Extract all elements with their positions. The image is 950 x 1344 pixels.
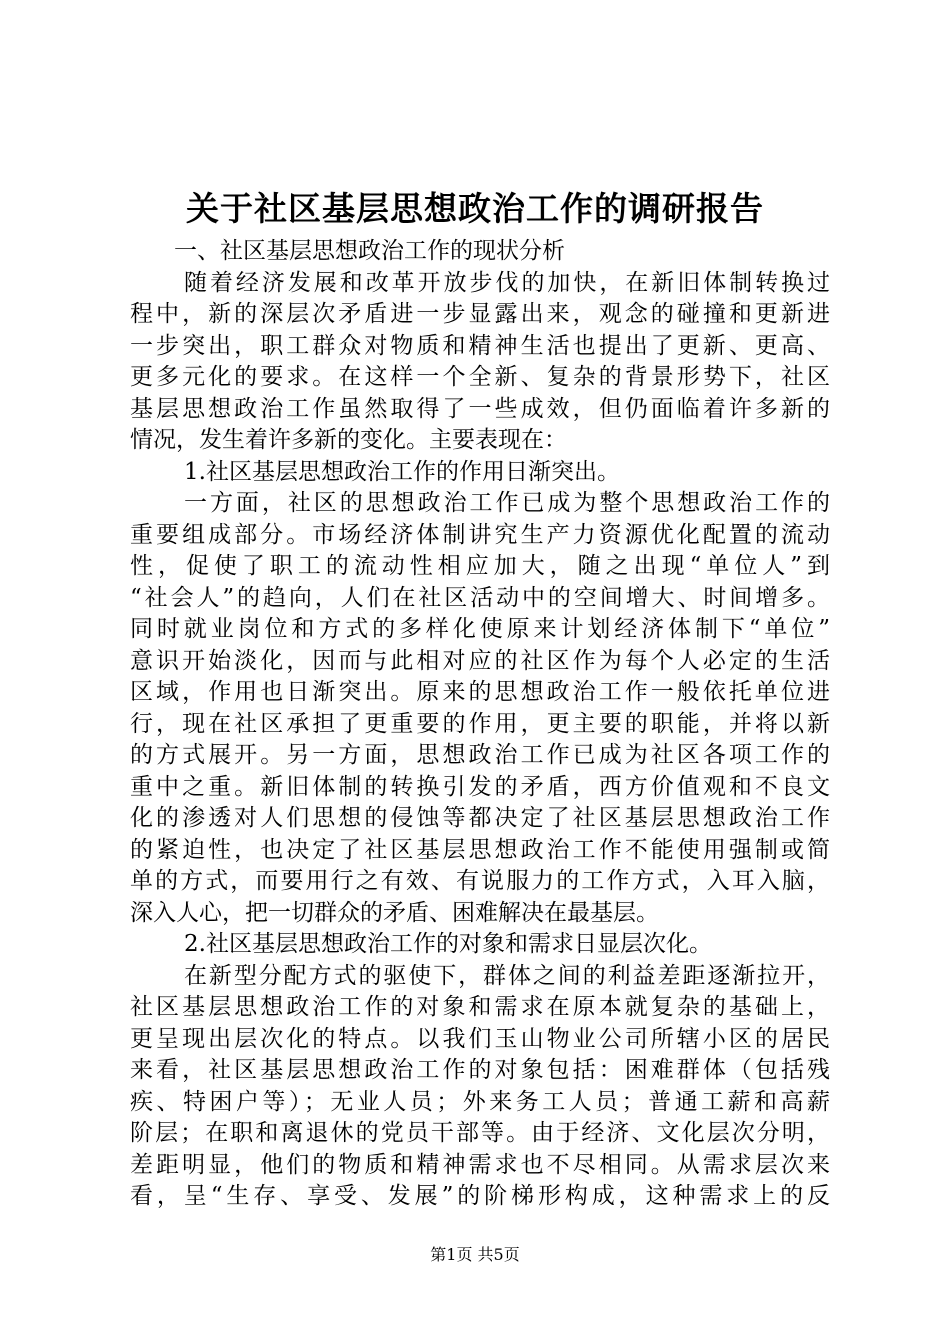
paragraph-line: 随着经济发展和改革开放步伐的加快，在新旧体制转换过 [184,269,830,296]
paragraph-line: 程中，新的深层次矛盾进一步显露出来，观念的碰撞和更新进 [130,301,830,327]
paragraph-line: 疾、特困户等）；无业人员；外来务工人员；普通工薪和高薪 [130,1088,830,1115]
paragraph-line: 阶层；在职和离退休的党员干部等。由于经济、文化层次分明， [130,1120,830,1146]
paragraph-line: 意识开始淡化，因而与此相对应的社区作为每个人必定的生活 [130,647,830,674]
paragraph-line: 重中之重。新旧体制的转换引发的矛盾，西方价值观和不良文 [130,773,830,800]
paragraph-line: 深入人心，把一切群众的矛盾、困难解决在最基层。 [130,899,659,926]
paragraph-line: 来看，社区基层思想政治工作的对象包括：困难群体（包括残 [130,1057,830,1083]
paragraph-line: 情况，发生着许多新的变化。主要表现在： [130,427,567,453]
paragraph-line: 基层思想政治工作虽然取得了一些成效，但仍面临着许多新的 [130,395,830,422]
paragraph-line: 区域，作用也日渐突出。原来的思想政治工作一般依托单位进 [130,679,830,705]
paragraph-line: 一方面，社区的思想政治工作已成为整个思想政治工作的 [184,490,830,516]
paragraph-line: 一步突出，职工群众对物质和精神生活也提出了更新、更高、 [130,332,830,359]
paragraph-line: 的方式展开。另一方面，思想政治工作已成为社区各项工作的 [130,742,830,768]
paragraph-line: 行，现在社区承担了更重要的作用，更主要的职能，并将以新 [130,710,830,737]
paragraph-line: 同时就业岗位和方式的多样化使原来计划经济体制下“单位” [130,616,830,642]
subsection-heading: 1.社区基层思想政治工作的作用日渐突出。 [184,458,620,485]
paragraph-line: “社会人”的趋向，人们在社区活动中的空间增大、时间增多。 [130,584,830,611]
paragraph-line: 单的方式，而要用行之有效、有说服力的工作方式，入耳入脑， [130,868,830,894]
paragraph-line: 重要组成部分。市场经济体制讲究生产力资源优化配置的流动 [130,521,830,548]
paragraph-line: 性，促使了职工的流动性相应加大，随之出现“单位人”到 [130,553,830,579]
paragraph-line: 化的渗透对人们思想的侵蚀等都决定了社区基层思想政治工作 [130,805,830,831]
paragraph-line: 差距明显，他们的物质和精神需求也不尽相同。从需求层次来 [130,1151,830,1178]
section-heading: 一、社区基层思想政治工作的现状分析 [174,238,565,264]
document-title: 关于社区基层思想政治工作的调研报告 [186,189,764,228]
page-number-footer: 第1页 共5页 [430,1245,520,1264]
subsection-heading: 2.社区基层思想政治工作的对象和需求日显层次化。 [184,931,712,957]
document-body [130,236,830,1213]
paragraph-line: 更呈现出层次化的特点。以我们玉山物业公司所辖小区的居民 [130,1025,830,1052]
paragraph-line: 社区基层思想政治工作的对象和需求在原本就复杂的基础上， [130,994,830,1020]
paragraph-line: 的紧迫性，也决定了社区基层思想政治工作不能使用强制或简 [130,836,830,863]
paragraph-line: 在新型分配方式的驱使下，群体之间的利益差距逐渐拉开， [184,962,830,989]
paragraph-line: 更多元化的要求。在这样一个全新、复杂的背景形势下，社区 [130,364,830,390]
paragraph-line: 看，呈“生存、享受、发展”的阶梯形构成，这种需求上的反 [130,1183,830,1209]
